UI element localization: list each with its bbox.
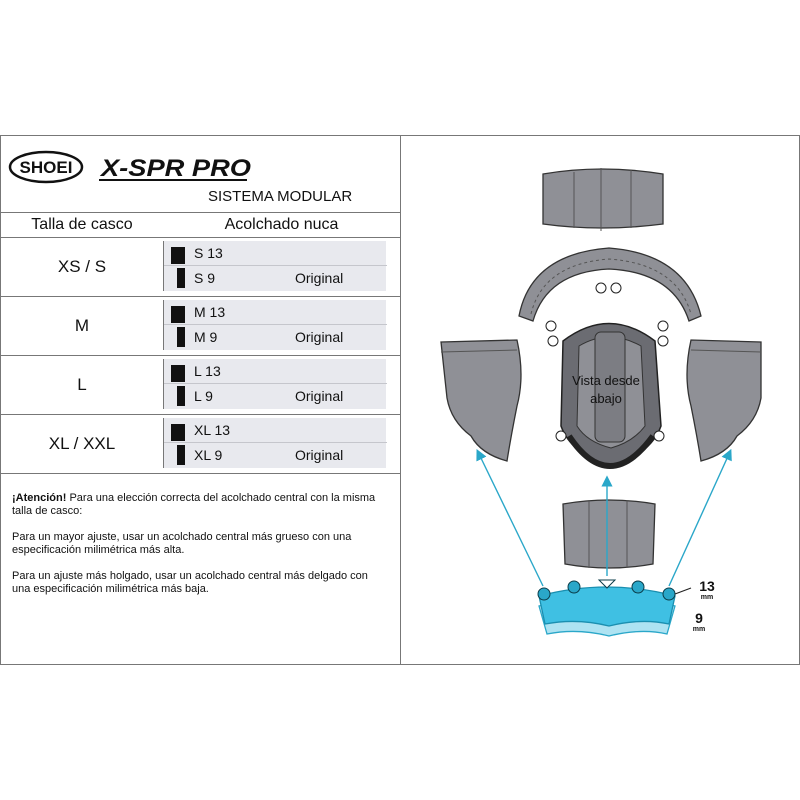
pad-note: Original: [295, 329, 344, 345]
header-size: Talla de casco: [1, 212, 163, 238]
pad-option: [164, 241, 387, 266]
pad-option: [164, 443, 387, 468]
subtitle: SISTEMA MODULAR: [208, 188, 353, 205]
pad-note: Original: [295, 270, 344, 286]
view-label: [567, 372, 645, 408]
attention-note: [12, 492, 387, 518]
right-side-pad-icon: [687, 340, 761, 461]
thick-dimension-unit: mm: [700, 594, 714, 601]
chart-frame: [0, 135, 800, 665]
helmet-size: M: [74, 316, 90, 335]
thick-dimension-label: [693, 578, 721, 601]
pad-cells: [163, 300, 386, 350]
pad-option: [164, 359, 387, 384]
thin-dimension-label: [687, 610, 711, 633]
pad-code: XL 9: [194, 447, 223, 463]
pad-note: Original: [295, 447, 344, 463]
pad-code: XL 13: [194, 422, 231, 438]
thin-dimension-value: 9: [695, 610, 703, 626]
view-label-line1: Vista desde: [572, 373, 640, 388]
table-row: [1, 297, 400, 356]
pad-cells: [163, 359, 386, 409]
neck-pad-icon: [538, 580, 691, 636]
attention-label: ¡Atención!: [12, 492, 67, 504]
size-table-panel: [1, 136, 401, 664]
tighter-fit-note: Para un mayor ajuste, usar un acolchado central más grueso con una especificación milimétrica más alta.: [12, 531, 352, 556]
table-row: [1, 238, 400, 297]
pad-option: [164, 418, 387, 443]
pad-note: Original: [295, 388, 344, 404]
table-row: [1, 356, 400, 415]
pad-cells: [163, 418, 386, 468]
left-side-pad-icon: [441, 340, 521, 461]
pad-cells: [163, 241, 386, 291]
shoei-logo: [8, 150, 84, 184]
table-row: [1, 415, 400, 474]
model-logo: [97, 150, 257, 184]
crown-pad-icon: [519, 248, 701, 321]
pad-option: [164, 300, 387, 325]
thick-dimension-value: 13: [699, 578, 715, 594]
view-label-line2: abajo: [590, 391, 622, 406]
pad-option: [164, 325, 387, 350]
looser-fit-note: Para un ajuste más holgado, usar un acolchado central más delgado con una especificación milimétrica más baja.: [12, 570, 368, 595]
fitting-notes: [12, 492, 387, 609]
model-logo-text: X-SPR PRO: [98, 155, 252, 182]
attention-text: Para una elección correcta del acolchado central con la misma talla de casco:: [12, 492, 376, 517]
helmet-size: L: [77, 375, 87, 394]
helmet-size: XS / S: [57, 257, 107, 276]
center-pad-icon: [563, 500, 655, 568]
pad-code: S 13: [194, 245, 223, 261]
pad-code: L 13: [194, 363, 221, 379]
shoei-logo-text: SHOEI: [19, 158, 73, 177]
pad-code: L 9: [194, 388, 213, 404]
pad-option: [164, 384, 387, 409]
helmet-size: XL / XXL: [48, 434, 116, 453]
thin-dimension-unit: mm: [692, 626, 706, 633]
pad-code: M 13: [194, 304, 226, 320]
pad-code: S 9: [194, 270, 216, 286]
pad-option: [164, 266, 387, 291]
top-pad-icon: [543, 168, 663, 231]
liner-diagram-panel: [401, 136, 800, 664]
pad-code: M 9: [194, 329, 218, 345]
header-pad: Acolchado nuca: [163, 212, 400, 238]
